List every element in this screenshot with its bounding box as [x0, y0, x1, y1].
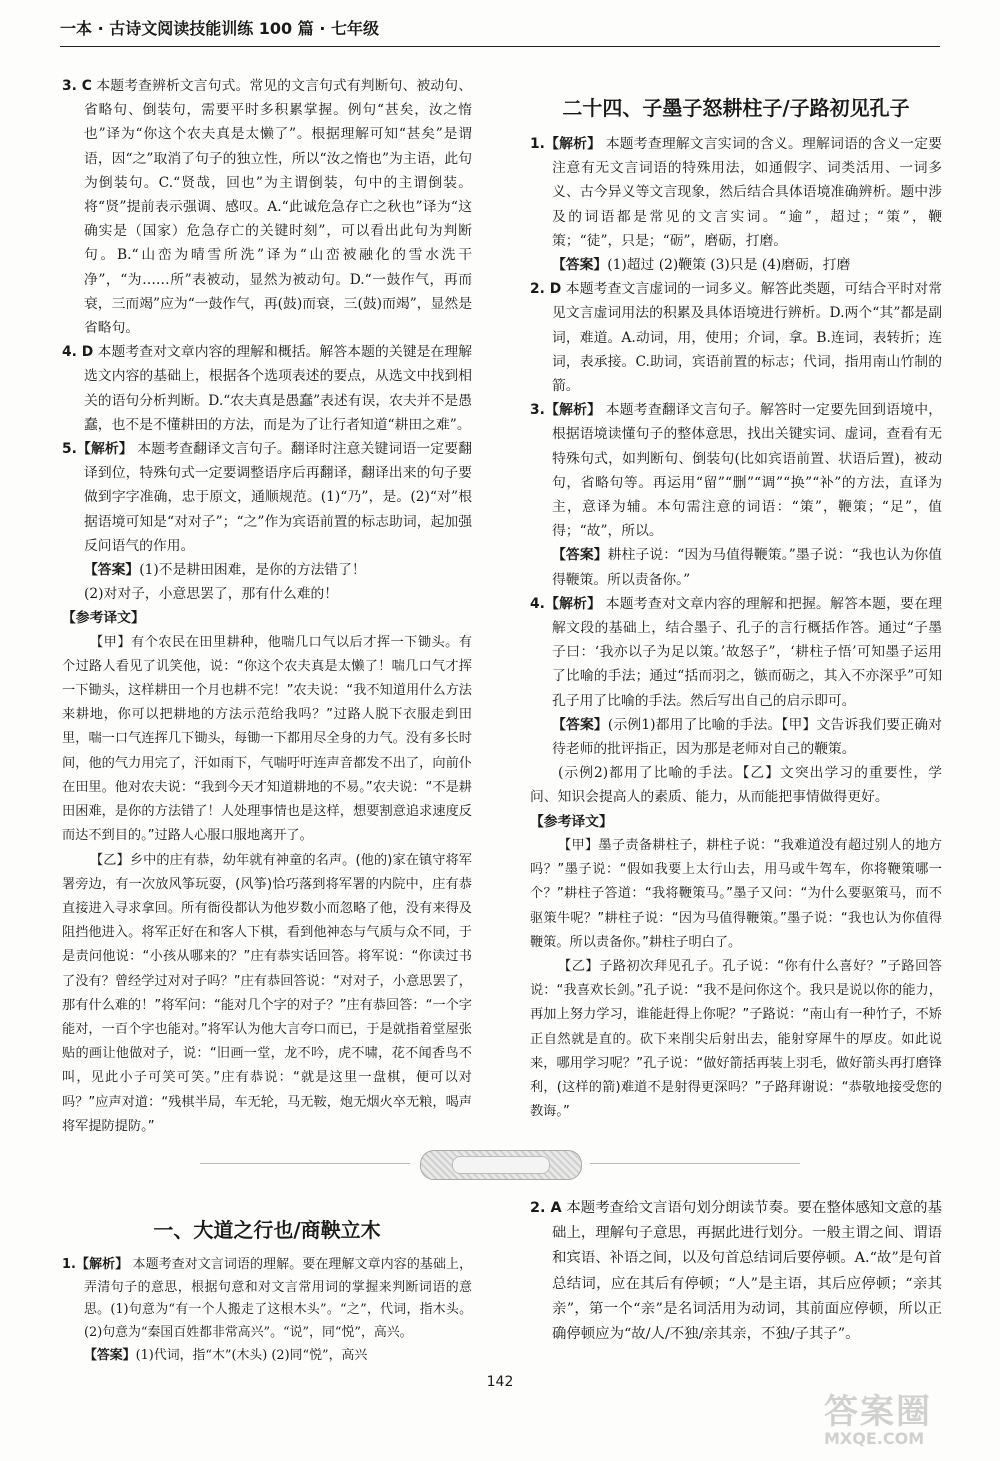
watermark-text: 答案圈	[824, 1392, 932, 1432]
question-number: 5.【解析】	[62, 441, 133, 458]
question-number: 1.【解析】	[530, 136, 602, 152]
section-title: 二十四、子墨子怒耕柱子/子路初见孔子	[562, 96, 910, 120]
reference-translation-heading: 【参考译文】	[62, 610, 145, 627]
answer-line	[530, 543, 942, 591]
answer-line	[62, 558, 472, 582]
page-header	[60, 14, 940, 47]
watermark-url: MXQE.COM	[824, 1429, 925, 1448]
analysis-text: 本题考查翻译文言句子。翻译时注意关键词语一定要翻译到位，特殊句式一定要调整语序后再翻译，翻译出来的句子要做到字字准确，忠于原文，通顺规范。(1)“乃”，是。(2)“对”根据语境可知是“对对子”；“之”作为宾语前置的标志助词，起加强反问语气的作用。	[84, 441, 472, 554]
question-number: 1.【解析】	[62, 1257, 129, 1272]
question-number: 3. C	[62, 78, 92, 94]
analysis-text: 本题考查对文言词语的理解。要在理解文章内容的基础上，弄清句子的意思，根据句意和对文言常用词的掌握来判断词语的意思。(1)句意为“有一个人搬走了这根木头”。“之”，代词，指木头。(2)句意为“秦国百姓都非常高兴”。“说”，同“悦”，高兴。	[84, 1257, 472, 1341]
answer-line	[530, 713, 942, 761]
question-number: 2. D	[530, 281, 562, 298]
answer-example: (示例2)都用了比喻的手法。【乙】文突出学习的重要性，学问、知识会提高人的素质、能力，从而能把事情做得更好。	[530, 765, 942, 806]
left-column	[62, 74, 472, 1139]
question-item	[62, 340, 472, 437]
section-divider-badge	[420, 1150, 582, 1180]
answer-text: 耕柱子说：“因为马值得鞭策。”墨子说：“我也认为你值得鞭策。所以责备你。”	[552, 547, 943, 588]
question-item	[62, 74, 472, 340]
divider-line-left	[200, 1163, 410, 1164]
answer-text: (1)代词，指“木”(木头) (2)同“悦”，高兴	[135, 1347, 368, 1363]
answer-label: 【答案】	[552, 547, 608, 564]
answer-label: 【答案】	[552, 716, 608, 733]
question-number: 2. A	[530, 1200, 562, 1216]
answer-label: 【答案】	[552, 257, 608, 274]
left-column-lower	[62, 1196, 472, 1368]
analysis-text: 本题考查理解文言实词的含义。理解词语的含义一定要注意有无文言词语的特殊用法，如通假字、词类活用、一词多义、古今异义等文言现象，然后结合具体语境准确辨析。题中涉及的词语都是常见的文言实词。“逾”，超过；“策”，鞭策；“徒”，只是；“砺”，磨砺，打磨。	[552, 136, 943, 249]
question-item	[530, 132, 942, 253]
translation-paragraph: 【甲】墨子责备耕柱子，耕柱子说：“我难道没有超过别人的地方吗？”墨子说：“假如我要上太行山去，用马或牛驾车，你将鞭策哪一个？”耕柱子答道：“我将鞭策马。”墨子又问：“为什么要驱策马，而不驱策牛呢？”耕柱子说：“因为马值得鞭策。”墨子说：“我也认为你值得鞭策。所以责备你。”耕柱子明白了。	[530, 837, 942, 950]
translation-paragraph: 【乙】乡中的庄有恭，幼年就有神童的名声。(他的)家在镇守将军署旁边，有一次放风筝玩耍，(风筝)恰巧落到将军署的内院中，庄有恭直接进入寻求拿回。所有衙役都认为他岁数小而忽略了他，没有来得及阻挡他进入。将军正好在和客人下棋，看到他神态与气质与众不同，于是责问他说：“小孩从哪来的？”庄有恭实话回答。将军说：“你读过书了没有？曾经学过对对子吗？”庄有恭回答说：“对对子，小意思罢了，那有什么难的！”将军问：“能对几个字的对子？”庄有恭回答：“一个字能对，一百个字也能对。”将军认为他大言夸口而已，于是就指着堂屋张贴的画让他做对子，说：“旧画一堂，龙不吟，虎不啸，花不闻香鸟不叫，见此小子可笑可笑。”庄有恭说：“就是这里一盘棋，便可以对吗？”应声对道：“残棋半局，车无轮，马无鞍，炮无烟火卒无粮，喝声将军提防提防。”	[62, 852, 472, 1134]
watermark-logo	[824, 1384, 974, 1454]
answer-continuation: (2)对对子，小意思罢了，那有什么难的！	[84, 586, 339, 603]
analysis-text: 本题考查文言虚词的一词多义。解答此类题，可结合平时对常见文言虚词用法的积累及具体语境进行辨析。D.两个“其”都是副词，难道。A.动词，用，使用；介词，拿。B.连词，表转折；连词，表承接。C.助词，宾语前置的标志；代词，指用南山竹制的箭。	[552, 281, 942, 395]
right-column-lower	[530, 1196, 942, 1347]
question-number: 4.【解析】	[530, 595, 602, 612]
question-item	[62, 1254, 472, 1345]
analysis-text: 本题考查对文章内容的理解和概括。解答本题的关键是在理解选文内容的基础上，根据各个选项表述的要点，从选文中找到相关的语句分析判断。D.“农夫真是愚蠢”表述有误，农夫并不是愚蠢，也不是不懂耕田的方法，而是为了让行者知道“耕田之难”。	[84, 344, 472, 433]
answer-label: 【答案】	[84, 562, 140, 579]
analysis-text: 本题考查辨析文言句式。常见的文言句式有判断句、被动句、省略句、倒装句，需要平时多积累掌握。例句“甚矣，汝之惰也”译为“你这个农夫真是太懒了”。根据理解可知“甚矣”是谓语，因“之”取消了句子的独立性，所以“汝之惰也”为主语，此句为倒装句。C.“贤哉，回也”为主谓倒装，句中的主谓倒装。将“贤”提前表示强调、感叹。A.“此诚危急存亡之秋也”译为“这确实是（国家）危急存亡的关键时刻”，可以看出此句为判断句。B.“山峦为晴雪所洗”译为“山峦被融化的雪水洗干净”，“为……所”表被动，显然为被动句。D.“一鼓作气，再而衰，三而竭”应为“一鼓作气，再(鼓)而衰，三(鼓)而竭”，显然是省略句。	[84, 78, 472, 337]
translation-paragraph: 【乙】子路初次拜见孔子。孔子说：“你有什么喜好？”子路回答说：“我喜欢长剑。”孔子说：“我不是问你这个。我只是说以你的能力，再加上努力学习，谁能赶得上你呢？”子路说：“南山有一种竹子，不矫正自然就是直的。砍下来削尖后射出去，能射穿犀牛的厚皮。如此说来，哪用学习呢？”孔子说：“做好箭括再装上羽毛，做好箭头再打磨锋利，(这样的箭)难道不是射得更深吗？”子路拜谢说：“恭敬地接受您的教诲。”	[530, 958, 942, 1120]
question-item	[530, 1196, 942, 1347]
answer-label: 【答案】	[84, 1347, 136, 1363]
answer-line	[62, 1345, 472, 1368]
translation-paragraph: 【甲】有个农民在田里耕种，他喘几口气以后才挥一下锄头。有个过路人看见了讥笑他，说：“你这个农夫真是太懒了！喘几口气才挥一下锄头，这样耕田一个月也耕不完！”农夫说：“我不知道用什么方法来耕地，你可以把耕地的方法示范给我吗？”过路人脱下衣服走到田里，喘一口气连挥几下锄头，每锄一下都用尽全身的力气。没有多长时间，他的气力用完了，汗如雨下，气喘吁吁连声音都发不出了，向前仆在田里。他对农夫说：“我到今天才知道耕地的不易。”农夫说：“不是耕田困难，是你的方法错了！人处理事情也是这样，想要割意追求速度反而达不到目的。”过路人心服口服地离开了。	[62, 634, 472, 844]
right-column	[530, 74, 942, 1124]
reference-translation-heading: 【参考译文】	[530, 813, 613, 830]
answer-line	[530, 253, 942, 277]
analysis-text: 本题考查对文章内容的理解和把握。解答本题，要在理解文段的基础上，结合墨子、孔子的言行概括作答。通过“子墨子曰：‘我亦以子为足以策。’故怒子”，‘耕柱子悟’可知墨子运用了比喻的手法；通过“括而羽之，镞而砺之，其入不亦深乎”可知孔子用了比喻的手法。然后写出自己的启示即可。	[552, 595, 943, 709]
section-title: 一、大道之行也/商鞅立木	[153, 1218, 381, 1242]
answer-text: (1)超过 (2)鞭策 (3)只是 (4)磨砺，打磨	[607, 257, 851, 274]
page-number: 142	[486, 1374, 514, 1390]
header-title: 一本 · 古诗文阅读技能训练 100 篇 · 七年级	[60, 19, 379, 38]
question-number: 3.【解析】	[530, 402, 602, 419]
divider-line-right	[590, 1163, 800, 1164]
answer-text: (1)不是耕田困难，是你的方法错了！	[139, 562, 366, 579]
question-item	[530, 398, 942, 543]
analysis-text: 本题考查给文言语句划分朗读节奏。要在整体感知文意的基础上，理解句子意思，再据此进行划分。一般主谓之间、谓语和宾语、补语之间，以及句首总结词后要停顿。A.“故”是句首总结词，应在其后有停顿；“人”是主语，其后应停顿；“亲其亲”，第一个“亲”是名词活用为动词，其前面应停顿，所以正确停顿应为“故/人/不独/亲其亲，不独/子其子”。	[552, 1200, 942, 1343]
answer-text: (示例1)都用了比喻的手法。【甲】文告诉我们要正确对待老师的批评指正，因为那是老师对自己的鞭策。	[552, 716, 942, 758]
question-item	[530, 277, 942, 398]
analysis-text: 本题考查翻译文言句子。解答时一定要先回到语境中，根据语境读懂句子的整体意思，找出关键实词、虚词，查看有无特殊句式，如判断句、倒装句(比如宾语前置、状语后置)，被动句，省略句等。再运用“留”“删”“调”“换”“补”的方法，直译为主，意译为辅。本句需注意的词语：“策”，鞭策；“足”，值得；“故”，所以。	[552, 402, 943, 540]
question-number: 4. D	[62, 344, 94, 361]
question-item	[62, 437, 472, 558]
question-item	[530, 592, 942, 713]
